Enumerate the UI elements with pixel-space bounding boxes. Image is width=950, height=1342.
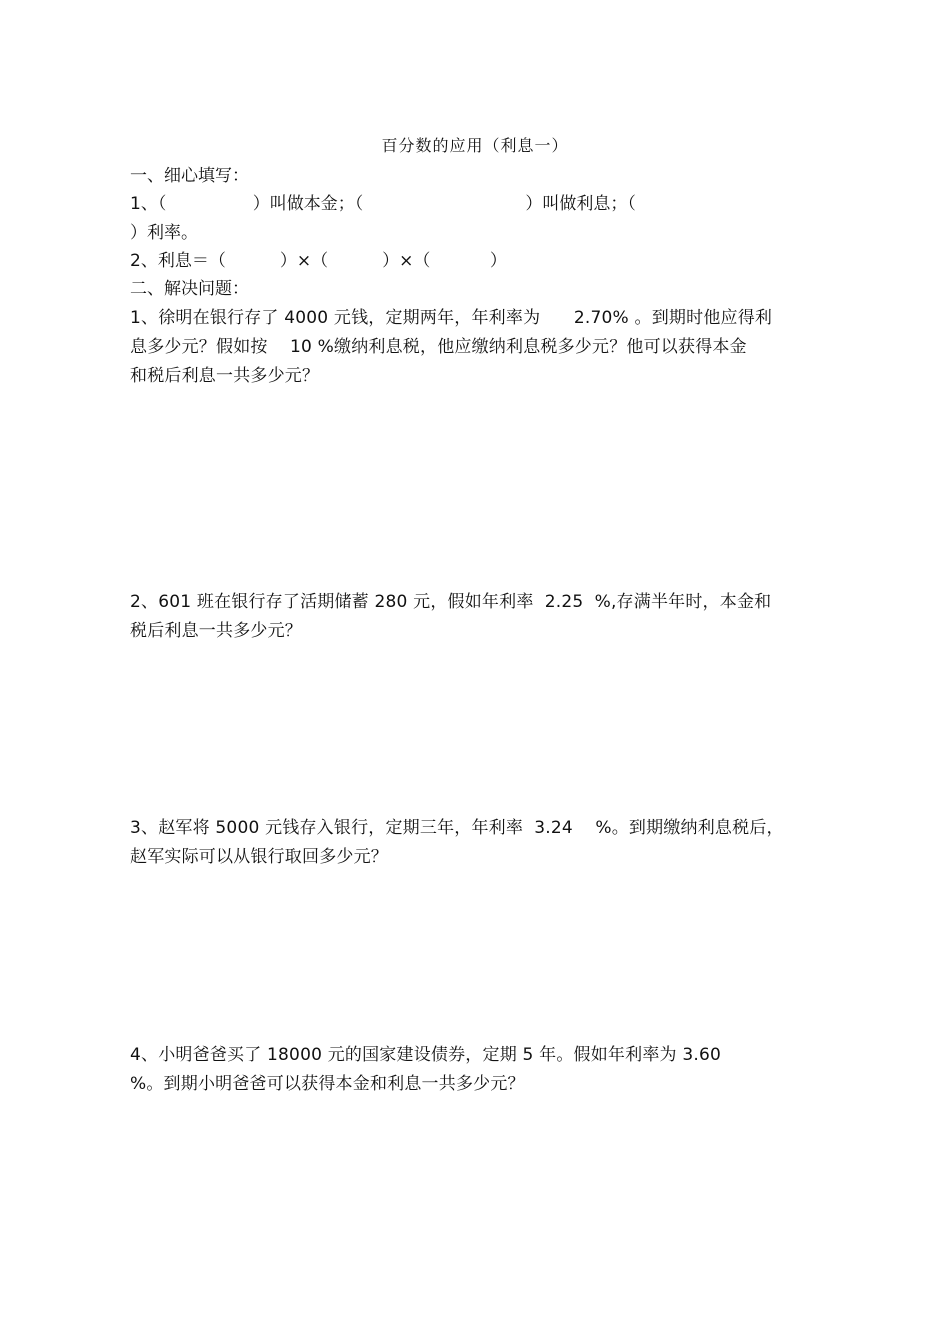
fill-question-1-line-1: 1、（ ）叫做本金；（ ）叫做利息；（ (130, 194, 636, 214)
problem-1-line-1: 1、徐明在银行存了 4000 元钱，定期两年，年利率为 2.70% 。到期时他应得利 (130, 308, 773, 328)
problem-3-line-1: 3、赵军将 5000 元钱存入银行，定期三年，年利率 3.24 %。到期缴纳利息税后， (130, 818, 784, 838)
fill-question-1-line-2: ）利率。 (130, 223, 198, 243)
worksheet-title: 百分数的应用（利息一） (381, 136, 569, 155)
problem-1-line-2: 息多少元？假如按 10 %缴纳利息税，他应缴纳利息税多少元？他可以获得本金 (130, 337, 747, 357)
fill-question-2: 2、利息＝（ ）×（ ）×（ ） (130, 251, 507, 271)
problem-3-line-2: 赵军实际可以从银行取回多少元？ (130, 847, 388, 867)
section-heading-fill-in: 一、细心填写： (130, 166, 249, 186)
problem-2-line-1: 2、601 班在银行存了活期储蓄 280 元，假如年利率 2.25 %,存满半年时，本金和 (130, 592, 772, 612)
problem-4-line-2: %。到期小明爸爸可以获得本金和利息一共多少元？ (130, 1074, 525, 1094)
problem-4-line-1: 4、小明爸爸买了 18000 元的国家建设债券，定期 5 年。假如年利率为 3.60 (130, 1045, 721, 1065)
problem-2-line-2: 税后利息一共多少元？ (130, 621, 302, 641)
section-heading-problems: 二、解决问题： (130, 279, 249, 299)
problem-1-line-3: 和税后利息一共多少元？ (130, 366, 320, 386)
